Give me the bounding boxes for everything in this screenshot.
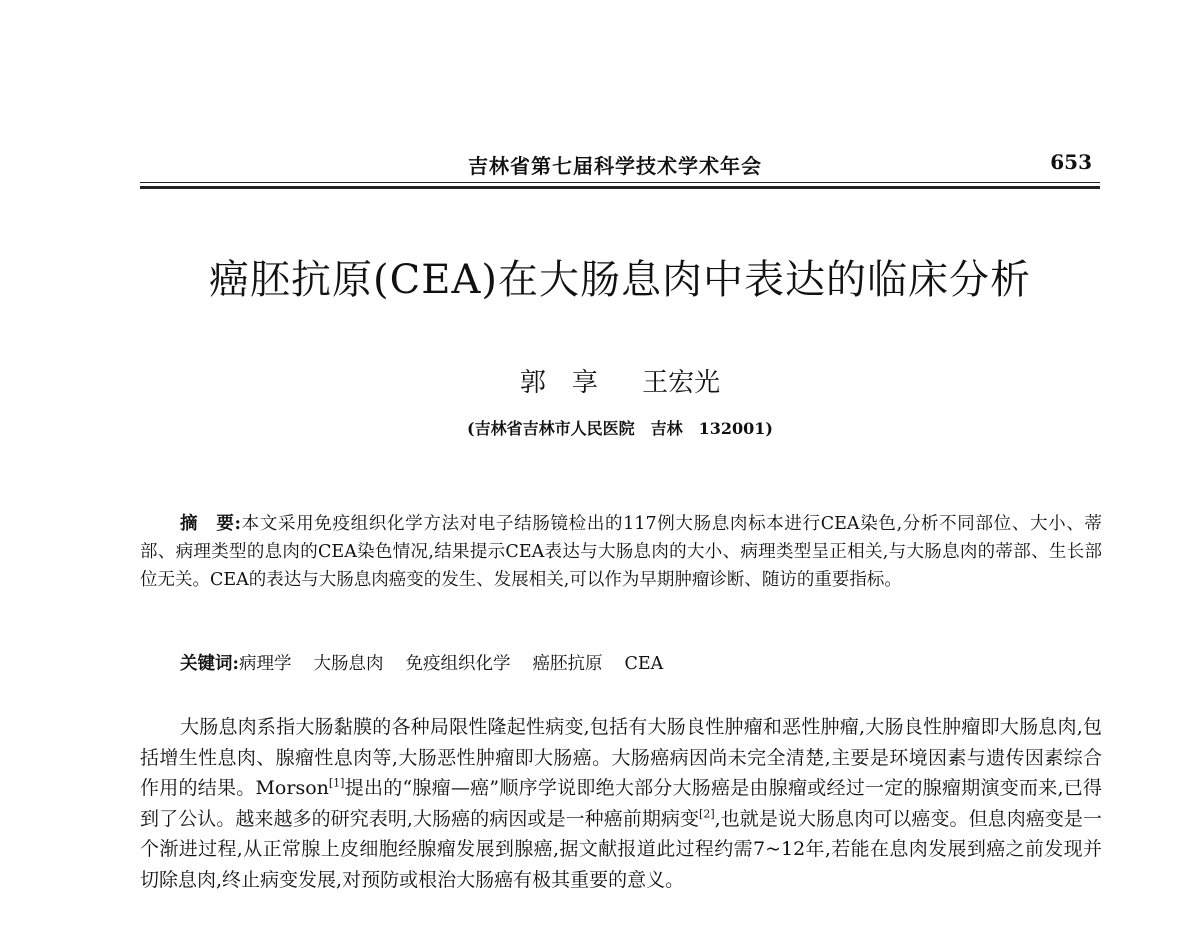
header-rule-thin bbox=[140, 182, 1100, 183]
keyword: CEA bbox=[624, 654, 664, 674]
author-name: 郭 享 bbox=[519, 368, 598, 398]
author-name: 王宏光 bbox=[642, 368, 721, 398]
keyword: 免疫组织化学 bbox=[405, 654, 511, 674]
citation-ref: [2] bbox=[699, 807, 715, 821]
running-title: 吉林省第七届科学技术学术年会 bbox=[468, 154, 762, 178]
body-text-segment: 提出的“腺瘤—癌”顺序学说即绝大部分大肠癌是由腺瘤或经过一定的腺瘤期演变而来,已得到了公认。越来越多的研究表明,大肠癌的病因或是一种癌前期病变 bbox=[140, 777, 1102, 830]
keywords-label: 关键词: bbox=[180, 654, 239, 674]
author-list bbox=[140, 362, 1100, 399]
abstract-text: 本文采用免疫组织化学方法对电子结肠镜检出的117例大肠息肉标本进行CEA染色,分析不同部位、大小、蒂部、病理类型的息肉的CEA染色情况,结果提示CEA表达与大肠息肉的大小、病理类型呈正相关,与大肠息肉的蒂部、生长部位无关。CEA的表达与大肠息肉癌变的发生、发展相关,可以作为早期肿瘤诊断、随访的重要指标。 bbox=[140, 514, 1102, 590]
affiliation: (吉林省吉林市人民医院 吉林 132001) bbox=[467, 419, 773, 438]
keywords bbox=[140, 650, 1102, 678]
abstract-label: 摘 要: bbox=[180, 514, 241, 534]
keyword: 癌胚抗原 bbox=[532, 654, 603, 674]
article-title: 癌胚抗原(CEA)在大肠息肉中表达的临床分析 bbox=[209, 257, 1031, 303]
keyword: 大肠息肉 bbox=[313, 654, 384, 674]
body-text-segment: 大肠息肉系指大肠黏膜的各种局限性隆起性病变,包括有大肠良性肿瘤和恶性肿瘤,大肠良性肿瘤即大肠息肉,包括增生性息肉、腺瘤性息肉等,大肠恶性肿瘤即大肠癌。大肠癌病因尚未完全清楚,主要是环境因素与遗传因素综合作用的结果。Morson bbox=[140, 716, 1102, 799]
running-header bbox=[140, 148, 1098, 182]
body-paragraph bbox=[140, 712, 1102, 895]
header-rule-thick bbox=[140, 186, 1100, 189]
keyword: 病理学 bbox=[238, 654, 292, 674]
citation-ref: [1] bbox=[328, 776, 345, 790]
abstract bbox=[140, 510, 1102, 594]
page-number: 653 bbox=[1050, 150, 1092, 174]
body-text-segment: ,也就是说大肠息肉可以癌变。但息肉癌变是一个渐进过程,从正常腺上皮细胞经腺瘤发展到腺癌,据文献报道此过程约需7~12年,若能在息肉发展到癌之前发现并切除息肉,终止病变发展,对预防或根治大肠癌有极其重要的意义。 bbox=[140, 807, 1102, 891]
